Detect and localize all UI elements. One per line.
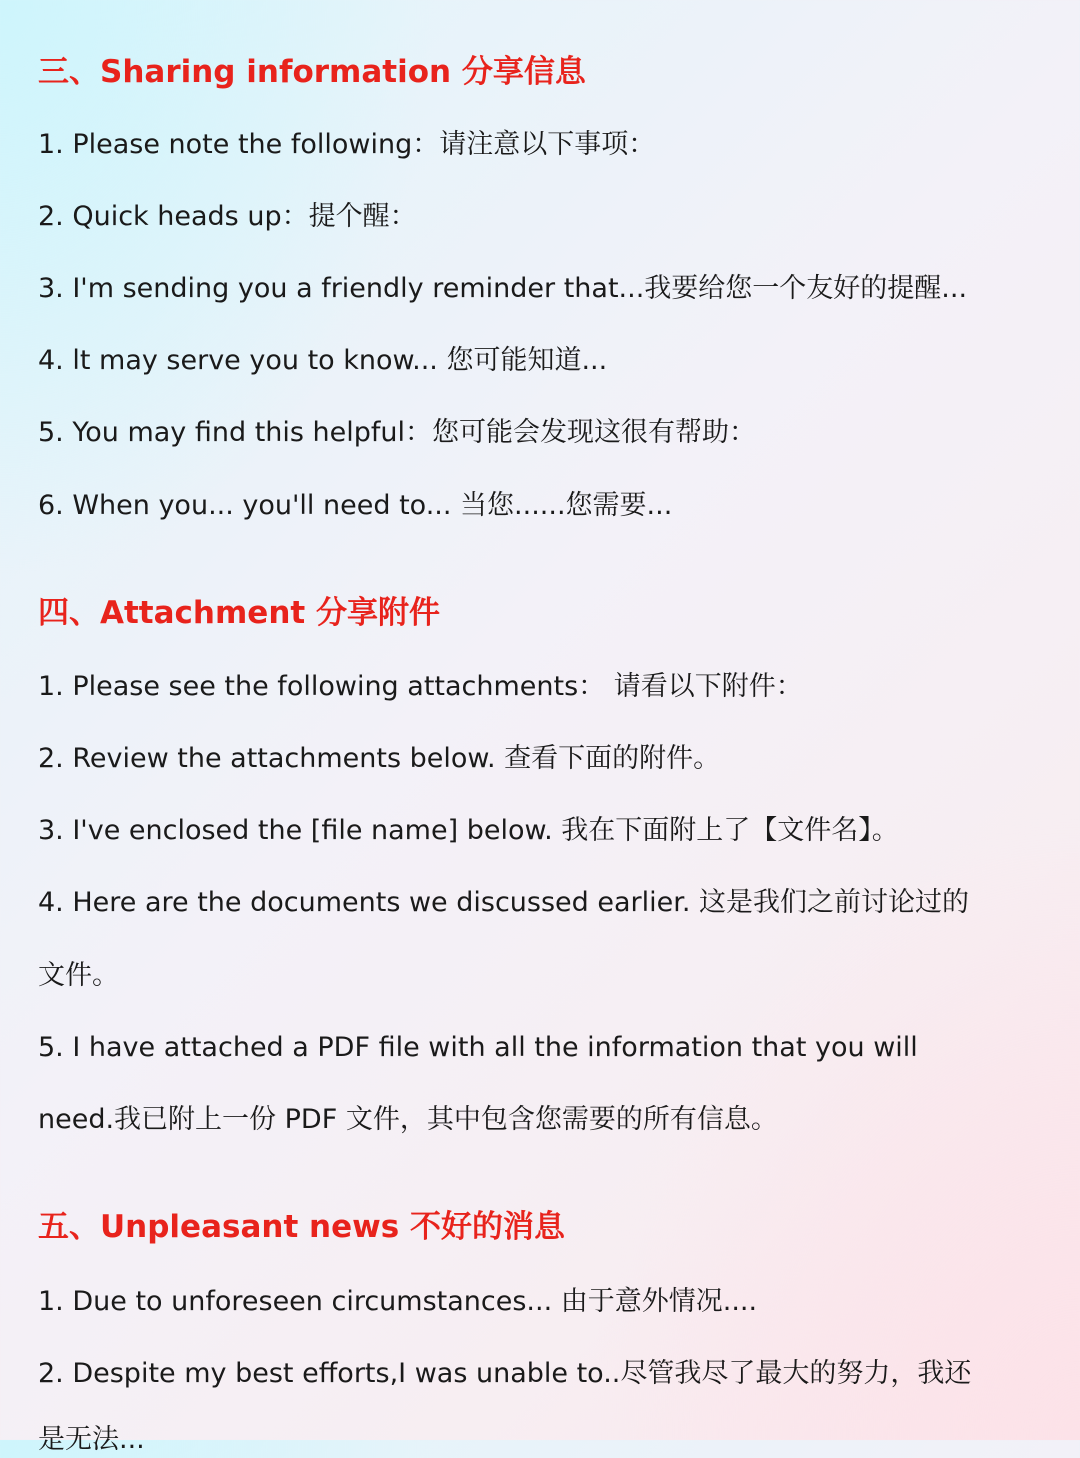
list-item: 4. lt may serve you to know... 您可能知道...: [38, 345, 608, 376]
list-item: 2. Review the attachments below. 查看下面的附件。: [38, 743, 721, 774]
list-item: 2. Despite my best efforts,I was unable to..尽管我尽了最大的努力，我还: [38, 1358, 972, 1389]
section-heading-unpleasant-news: 五、Unpleasant news 不好的消息: [38, 1209, 566, 1245]
list-item-continuation: 是无法...: [38, 1424, 145, 1455]
list-item: 6. When you... you'll need to... 当您......您需要...: [38, 490, 673, 521]
list-item-continuation: 文件。: [38, 960, 119, 991]
section-heading-sharing-information: 三、Sharing information 分享信息: [38, 54, 586, 90]
list-item: 5. I have attached a PDF file with all the information that you will: [38, 1032, 918, 1063]
list-item: 1. Please see the following attachments： 请看以下附件：: [38, 671, 803, 702]
list-item: 5. You may find this helpful：您可能会发现这很有帮助：: [38, 417, 757, 448]
list-item: 3. I've enclosed the [file name] below. 我在下面附上了【文件名】。: [38, 815, 899, 846]
list-item: 1. Please note the following：请注意以下事项：: [38, 129, 656, 160]
list-item: 1. Due to unforeseen circumstances... 由于意外情况....: [38, 1286, 758, 1317]
section-heading-attachment: 四、Attachment 分享附件: [38, 595, 441, 631]
list-item-continuation: need.我已附上一份 PDF 文件，其中包含您需要的所有信息。: [38, 1104, 778, 1135]
list-item: 2. Quick heads up：提个醒：: [38, 201, 417, 232]
list-item: 3. I'm sending you a friendly reminder that...我要给您一个友好的提醒...: [38, 273, 968, 304]
list-item: 4. Here are the documents we discussed earlier. 这是我们之前讨论过的: [38, 887, 970, 918]
